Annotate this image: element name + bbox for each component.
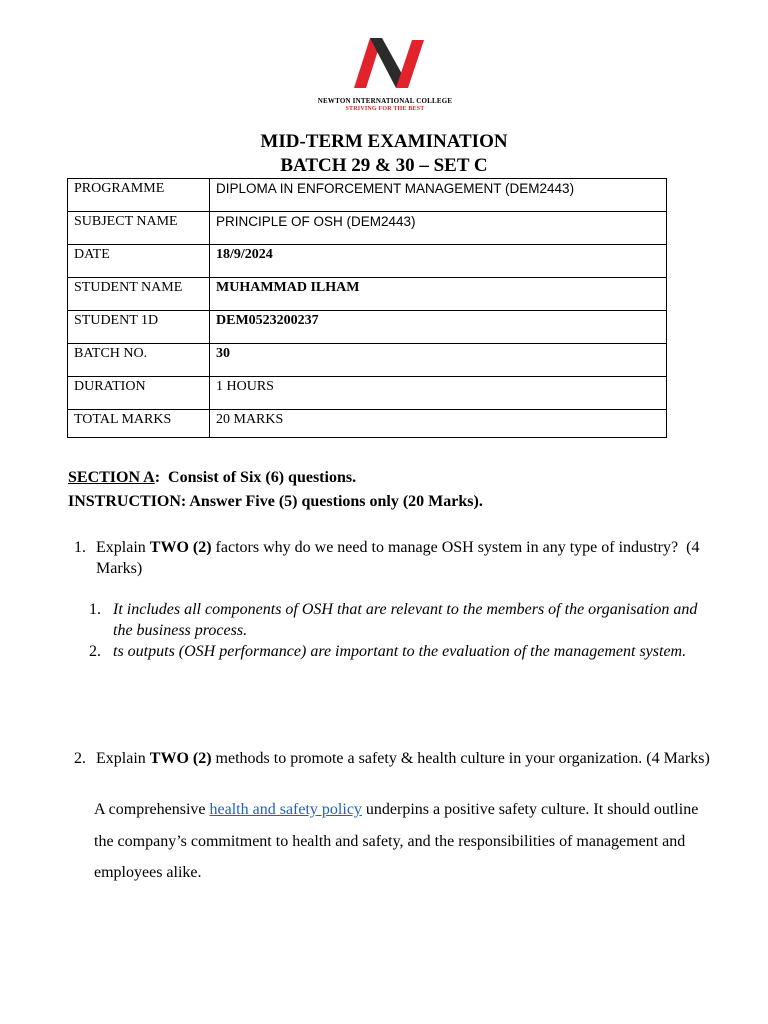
college-name: NEWTON INTERNATIONAL COLLEGE bbox=[317, 97, 453, 105]
answer-text-after-link: underpins a positive safety culture. It should outline the company’s commitment to health and safety, and the responsibilities of management and employees alike. bbox=[94, 801, 703, 881]
row-label: STUDENT NAME bbox=[68, 278, 210, 311]
row-label: PROGRAMME bbox=[68, 179, 210, 212]
row-value: 18/9/2024 bbox=[210, 245, 667, 278]
table-row bbox=[68, 245, 667, 278]
row-value: MUHAMMAD ILHAM bbox=[210, 278, 667, 311]
question-text: factors why do we need to manage OSH system in any type of industry? (4 Marks) bbox=[96, 539, 704, 577]
table-row bbox=[68, 311, 667, 344]
section-heading-underlined: SECTION A bbox=[68, 469, 155, 486]
question-emphasis: TWO (2) bbox=[149, 750, 212, 767]
table-row bbox=[68, 179, 667, 212]
question-2 bbox=[74, 748, 714, 769]
row-label: STUDENT 1D bbox=[68, 311, 210, 344]
question-1 bbox=[74, 537, 714, 579]
answer-paragraph bbox=[94, 794, 714, 889]
question-number: 2. bbox=[74, 750, 86, 767]
question-text: methods to promote a safety & health culture in your organization. (4 Marks) bbox=[211, 750, 710, 767]
question-emphasis: TWO (2) bbox=[149, 539, 212, 556]
row-value: 30 bbox=[210, 344, 667, 377]
answer-number: 1. bbox=[89, 601, 101, 618]
question-number: 1. bbox=[74, 539, 86, 556]
table-row bbox=[68, 344, 667, 377]
question-prefix: Explain bbox=[96, 539, 150, 556]
section-heading-rest: : Consist of Six (6) questions. bbox=[154, 469, 357, 486]
row-label: BATCH NO. bbox=[68, 344, 210, 377]
exam-info-table bbox=[67, 178, 667, 438]
section-instruction: INSTRUCTION: Answer Five (5) questions only (20 Marks). bbox=[68, 493, 483, 510]
table-row bbox=[68, 377, 667, 410]
section-heading bbox=[68, 468, 356, 488]
row-value: DIPLOMA IN ENFORCEMENT MANAGEMENT (DEM2443) bbox=[210, 179, 667, 212]
row-value: PRINCIPLE OF OSH (DEM2443) bbox=[210, 212, 667, 245]
table-row bbox=[68, 410, 667, 438]
college-logo bbox=[306, 30, 464, 114]
question-prefix: Explain bbox=[96, 750, 150, 767]
row-label: DURATION bbox=[68, 377, 210, 410]
row-label: SUBJECT NAME bbox=[68, 212, 210, 245]
row-value: DEM0523200237 bbox=[210, 311, 667, 344]
row-label: DATE bbox=[68, 245, 210, 278]
answer-text: It includes all components of OSH that are relevant to the members of the organisation and the business process. bbox=[113, 601, 698, 639]
row-label: TOTAL MARKS bbox=[68, 410, 210, 438]
newton-n-logo-icon bbox=[340, 30, 430, 94]
college-tagline: STRIVING FOR THE BEST bbox=[345, 106, 425, 112]
table-row bbox=[68, 212, 667, 245]
row-value: 20 MARKS bbox=[210, 410, 667, 438]
answer-item bbox=[89, 641, 699, 662]
health-safety-policy-link[interactable]: health and safety policy bbox=[209, 801, 362, 818]
exam-batch-title: BATCH 29 & 30 – SET C bbox=[280, 155, 488, 176]
answer-text: ts outputs (OSH performance) are important to the evaluation of the management system. bbox=[113, 643, 687, 660]
answer-number: 2. bbox=[89, 643, 101, 660]
answer-text-before-link: A comprehensive bbox=[94, 801, 210, 818]
exam-title: MID-TERM EXAMINATION bbox=[260, 131, 508, 152]
answer-item bbox=[89, 599, 699, 641]
row-value: 1 HOURS bbox=[210, 377, 667, 410]
table-row bbox=[68, 278, 667, 311]
